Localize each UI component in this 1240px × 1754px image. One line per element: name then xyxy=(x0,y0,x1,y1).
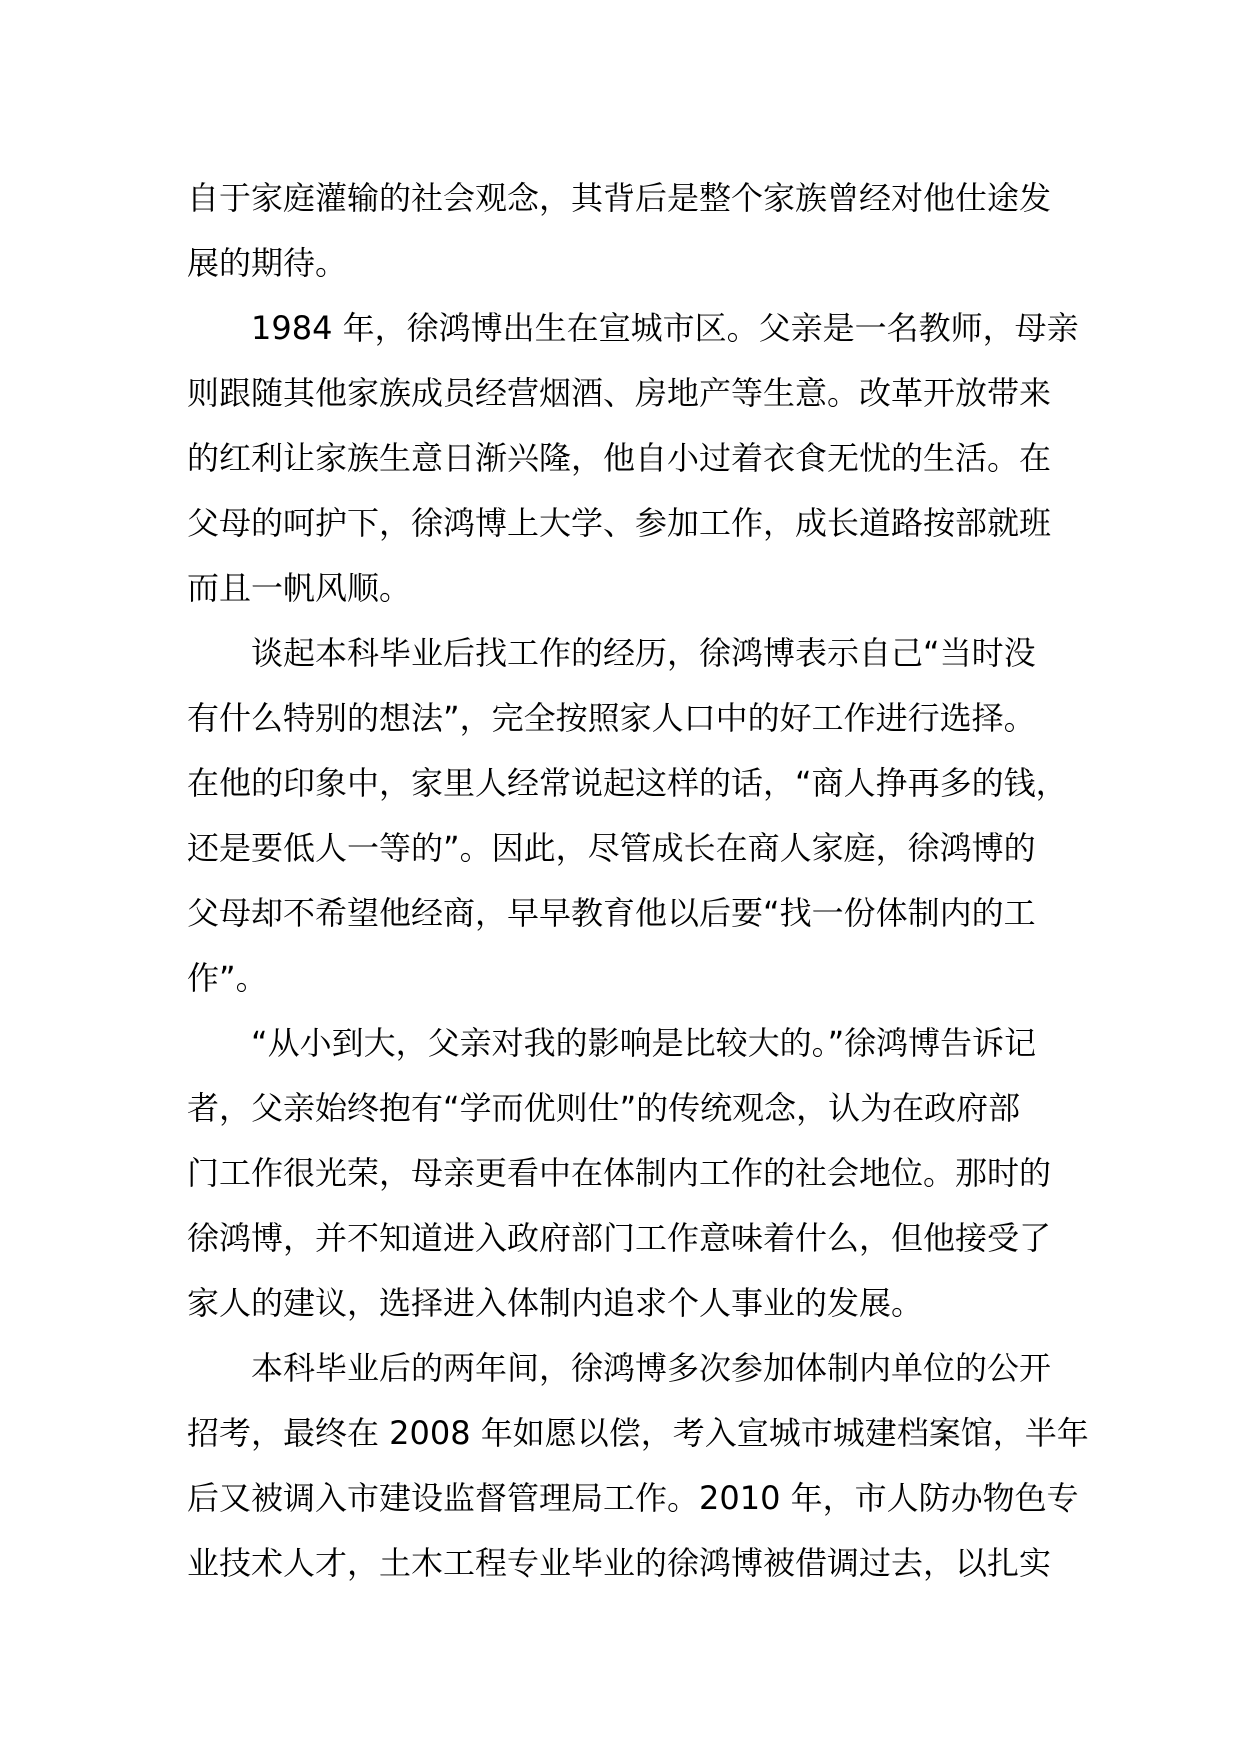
text-line: 徐鸿博，并不知道进入政府部门工作意味着什么，但他接受了 xyxy=(187,1219,1052,1257)
text-line: 则跟随其他家族成员经营烟酒、房地产等生意。改革开放带来 xyxy=(187,374,1052,412)
text-line: 家人的建议，选择进入体制内追求个人事业的发展。 xyxy=(187,1284,924,1322)
paragraph-first-line: 谈起本科毕业后找工作的经历，徐鸿博表示自己“当时没 xyxy=(251,634,1036,672)
paragraph-first-line: 1984 年，徐鸿博出生在宣城市区。父亲是一名教师，母亲 xyxy=(251,309,1079,347)
text-line: 父母的呵护下，徐鸿博上大学、参加工作，成长道路按部就班 xyxy=(187,504,1052,542)
paragraph-first-line: “从小到大，父亲对我的影响是比较大的。”徐鸿博告诉记 xyxy=(251,1024,1037,1062)
text-line: 作”。 xyxy=(187,959,268,997)
text-line: 的红利让家族生意日渐兴隆，他自小过着衣食无忧的生活。在 xyxy=(187,439,1052,477)
text-line: 父母却不希望他经商，早早教育他以后要“找一份体制内的工 xyxy=(187,894,1036,932)
text-line: 自于家庭灌输的社会观念，其背后是整个家族曾经对他仕途发 xyxy=(187,179,1052,217)
text-line: 业技术人才，土木工程专业毕业的徐鸿博被借调过去，以扎实 xyxy=(187,1544,1052,1582)
text-line: 者，父亲始终抱有“学而优则仕”的传统观念，认为在政府部 xyxy=(187,1089,1021,1127)
article-body xyxy=(187,166,1087,1596)
text-line: 而且一帆风顺。 xyxy=(187,569,412,607)
text-line: 展的期待。 xyxy=(187,244,348,282)
paragraph-first-line: 本科毕业后的两年间，徐鸿博多次参加体制内单位的公开 xyxy=(251,1349,1052,1387)
text-line: 在他的印象中，家里人经常说起这样的话，“商人挣再多的钱， xyxy=(187,764,1068,802)
text-line: 门工作很光荣，母亲更看中在体制内工作的社会地位。那时的 xyxy=(187,1154,1052,1192)
text-line: 还是要低人一等的”。因此，尽管成长在商人家庭，徐鸿博的 xyxy=(187,829,1036,867)
text-line: 有什么特别的想法”，完全按照家人口中的好工作进行选择。 xyxy=(187,699,1036,737)
text-line: 后又被调入市建设监督管理局工作。2010 年，市人防办物色专 xyxy=(187,1479,1079,1517)
text-line: 招考，最终在 2008 年如愿以偿，考入宣城市城建档案馆，半年 xyxy=(187,1414,1089,1452)
